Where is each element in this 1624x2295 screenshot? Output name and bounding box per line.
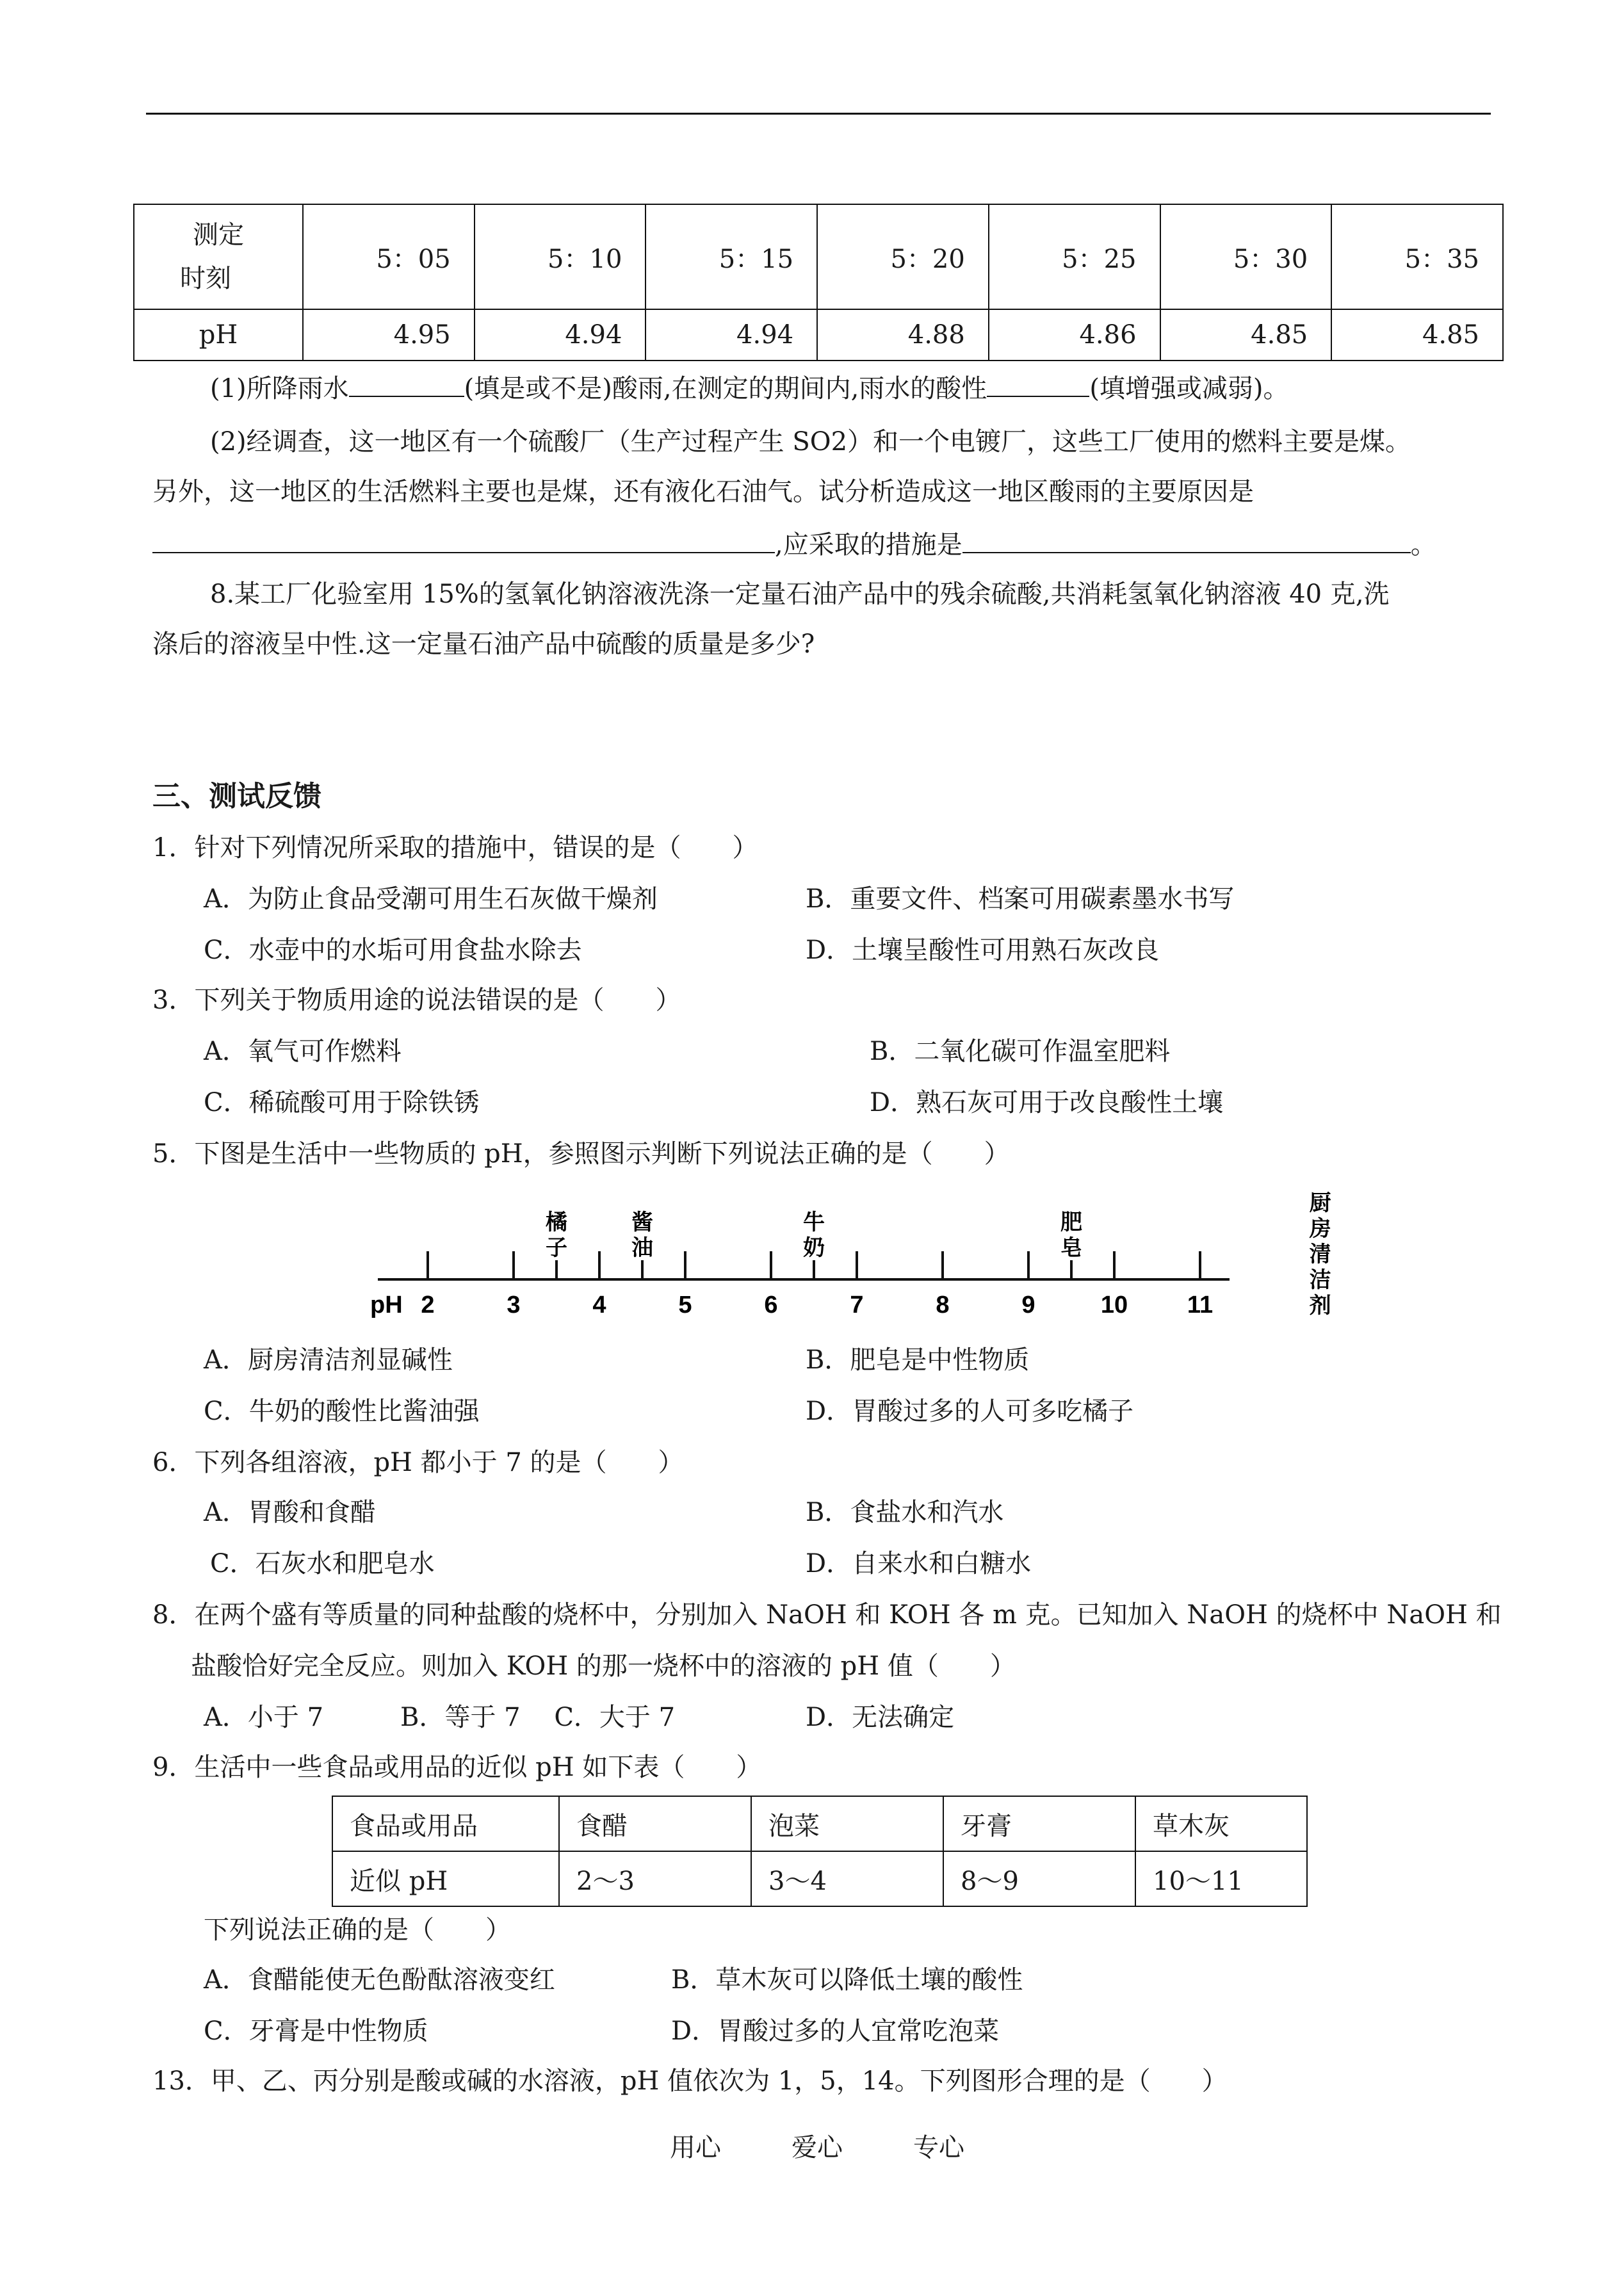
- mq9-option-b: B．草木灰可以降低土壤的酸性: [671, 1965, 1023, 1995]
- mq5-option-b: B．肥皂是中性物质: [806, 1345, 1030, 1375]
- header-rule: [146, 113, 1491, 115]
- question-text: (填增强或减弱)。: [1089, 374, 1289, 403]
- mq8-line1: 8．在两个盛有等质量的同种盐酸的烧杯中，分别加入 NaOH 和 KOH 各 m 克。已知加入 NaOH 的烧杯中 NaOH 和: [152, 1600, 1502, 1630]
- ph-tick-label: 3: [507, 1292, 521, 1318]
- footer-word: 用心: [670, 2133, 721, 2162]
- table-row: [134, 309, 1503, 361]
- table-header-cell: 食品或用品: [332, 1796, 559, 1851]
- mq5-stem: 5．下图是生活中一些物质的 pH，参照图示判断下列说法正确的是（ ）: [152, 1139, 1010, 1169]
- table-cell: 5：05: [303, 204, 475, 309]
- page-footer: [670, 2130, 964, 2166]
- question-text: ,应采取的措施是: [775, 530, 962, 560]
- mq6-stem: 6．下列各组溶液，pH 都小于 7 的是（ ）: [152, 1448, 684, 1477]
- question-text: 。: [1410, 530, 1436, 560]
- ph-axis-label: pH: [370, 1292, 403, 1318]
- table-cell: 4.86: [989, 309, 1160, 361]
- table-cell: 5：15: [646, 204, 817, 309]
- table-header-cell: 食醋: [559, 1796, 751, 1851]
- mq6-option-a: A．胃酸和食醋: [204, 1498, 376, 1527]
- ph-item-label: 牛奶: [803, 1210, 825, 1261]
- q7-part2-line1: (2)经调查，这一地区有一个硫酸厂（生产过程产生 SO2）和一个电镀厂，这些工厂使用的燃料主要是煤。: [210, 427, 1411, 457]
- table-cell: 5：25: [989, 204, 1160, 309]
- table-label: 测定: [193, 220, 244, 250]
- table-header-cell: 草木灰: [1135, 1796, 1307, 1851]
- answer-blank[interactable]: [962, 524, 1411, 553]
- mq5-option-a: A．厨房清洁剂显碱性: [204, 1345, 453, 1375]
- footer-word: 专心: [913, 2133, 964, 2162]
- table-header-cell: [134, 204, 303, 309]
- table-cell: 4.94: [646, 309, 817, 361]
- table-cell: 4.88: [817, 309, 989, 361]
- ph-item-label: 肥皂: [1060, 1210, 1082, 1261]
- mq9-subquestion: 下列说法正确的是（ ）: [204, 1915, 511, 1945]
- mq9-stem: 9．生活中一些食品或用品的近似 pH 如下表（ ）: [152, 1753, 762, 1782]
- ph-scale-figure: [359, 1178, 1331, 1326]
- table-cell: 2～3: [559, 1851, 751, 1906]
- table-cell: 10～11: [1135, 1851, 1307, 1906]
- ph-item-label: 橘子: [546, 1210, 567, 1261]
- mq9-option-a: A．食醋能使无色酚酞溶液变红: [204, 1965, 555, 1995]
- footer-word: 爱心: [792, 2133, 843, 2162]
- ph-tick-label: 10: [1100, 1292, 1128, 1318]
- mq5-option-c: C．牛奶的酸性比酱油强: [204, 1397, 480, 1426]
- table-header-cell: 牙膏: [943, 1796, 1135, 1851]
- mq9-option-c: C．牙膏是中性物质: [204, 2016, 428, 2046]
- mq1-option-b: B．重要文件、档案可用碳素墨水书写: [806, 884, 1235, 914]
- mq6-option-b: B．食盐水和汽水: [806, 1498, 1004, 1527]
- mq5-option-d: D．胃酸过多的人可多吃橘子: [806, 1397, 1134, 1426]
- food-ph-table: [332, 1796, 1308, 1907]
- table-row: [134, 204, 1503, 309]
- question-text: (1)所降雨水: [210, 374, 349, 403]
- q7-part1: [210, 368, 1289, 407]
- ph-tick-label: 6: [764, 1292, 778, 1318]
- mq8-options: A．小于 7 B．等于 7 C．大于 7: [204, 1703, 676, 1732]
- ph-tick-label: 9: [1021, 1292, 1035, 1318]
- question-text: (填是或不是)酸雨,在测定的期间内,雨水的酸性: [464, 374, 987, 403]
- ph-item-label: 酱油: [631, 1210, 653, 1261]
- mq1-option-a: A．为防止食品受潮可用生石灰做干燥剂: [204, 884, 658, 914]
- mq8-option-d: D．无法确定: [806, 1703, 955, 1732]
- q7-part2-line3: [152, 524, 1436, 563]
- ph-tick-label: 8: [936, 1292, 950, 1318]
- q7-part2-line2: 另外，这一地区的生活燃料主要也是煤，还有液化石油气。试分析造成这一地区酸雨的主要原因是: [152, 477, 1254, 507]
- mq6-option-d: D．自来水和白糖水: [806, 1549, 1032, 1578]
- table-cell: 5：30: [1160, 204, 1332, 309]
- ph-tick-label: 7: [850, 1292, 864, 1318]
- mq1-option-d: D．土壤呈酸性可用熟石灰改良: [806, 936, 1160, 965]
- table-cell: 8～9: [943, 1851, 1135, 1906]
- ph-time-table: [133, 204, 1504, 361]
- answer-blank[interactable]: [349, 368, 464, 397]
- mq13-stem: 13．甲、乙、丙分别是酸或碱的水溶液，pH 值依次为 1，5，14。下列图形合理的是（ ）: [152, 2066, 1228, 2096]
- table-row: [332, 1796, 1307, 1851]
- table-label: 时刻: [180, 264, 231, 293]
- mq1-stem: 1．针对下列情况所采取的措施中，错误的是（ ）: [152, 833, 758, 863]
- answer-blank[interactable]: [152, 524, 775, 553]
- ph-item-label: 厨房清洁剂: [1309, 1190, 1331, 1318]
- mq9-option-d: D．胃酸过多的人宜常吃泡菜: [671, 2016, 1000, 2046]
- mq3-option-c: C．稀硫酸可用于除铁锈: [204, 1088, 480, 1117]
- q8-line1: 8.某工厂化验室用 15%的氢氧化钠溶液洗涤一定量石油产品中的残余硫酸,共消耗氢氧化钠溶液 40 克,洗: [210, 580, 1390, 609]
- table-cell: 5：20: [817, 204, 989, 309]
- ph-tick-label: 4: [592, 1292, 606, 1318]
- mq3-option-a: A．氧气可作燃料: [204, 1037, 402, 1066]
- section-title: 三、测试反馈: [152, 780, 321, 813]
- table-cell: 近似 pH: [332, 1851, 559, 1906]
- mq8-line2: 盐酸恰好完全反应。则加入 KOH 的那一烧杯中的溶液的 pH 值（ ）: [191, 1651, 1016, 1681]
- ph-tick-label: 5: [678, 1292, 692, 1318]
- table-cell: 5：10: [475, 204, 646, 309]
- mq1-option-c: C．水壶中的水垢可用食盐水除去: [204, 936, 582, 965]
- answer-blank[interactable]: [987, 368, 1089, 397]
- table-cell: 5：35: [1331, 204, 1503, 309]
- table-cell: 3～4: [751, 1851, 943, 1906]
- mq3-stem: 3．下列关于物质用途的说法错误的是（ ）: [152, 985, 681, 1015]
- table-cell: 4.85: [1331, 309, 1503, 361]
- table-cell: 4.95: [303, 309, 475, 361]
- mq3-option-d: D．熟石灰可用于改良酸性土壤: [870, 1088, 1224, 1117]
- table-header-cell: pH: [134, 309, 303, 361]
- table-header-cell: 泡菜: [751, 1796, 943, 1851]
- ph-tick-label: 11: [1187, 1292, 1214, 1318]
- q8-line2: 涤后的溶液呈中性.这一定量石油产品中硫酸的质量是多少?: [152, 629, 815, 659]
- ph-tick-label: 2: [421, 1292, 435, 1318]
- mq6-option-c: C．石灰水和肥皂水: [210, 1549, 435, 1578]
- mq3-option-b: B．二氧化碳可作温室肥料: [870, 1037, 1171, 1066]
- table-cell: 4.85: [1160, 309, 1332, 361]
- table-cell: 4.94: [475, 309, 646, 361]
- table-row: [332, 1851, 1307, 1906]
